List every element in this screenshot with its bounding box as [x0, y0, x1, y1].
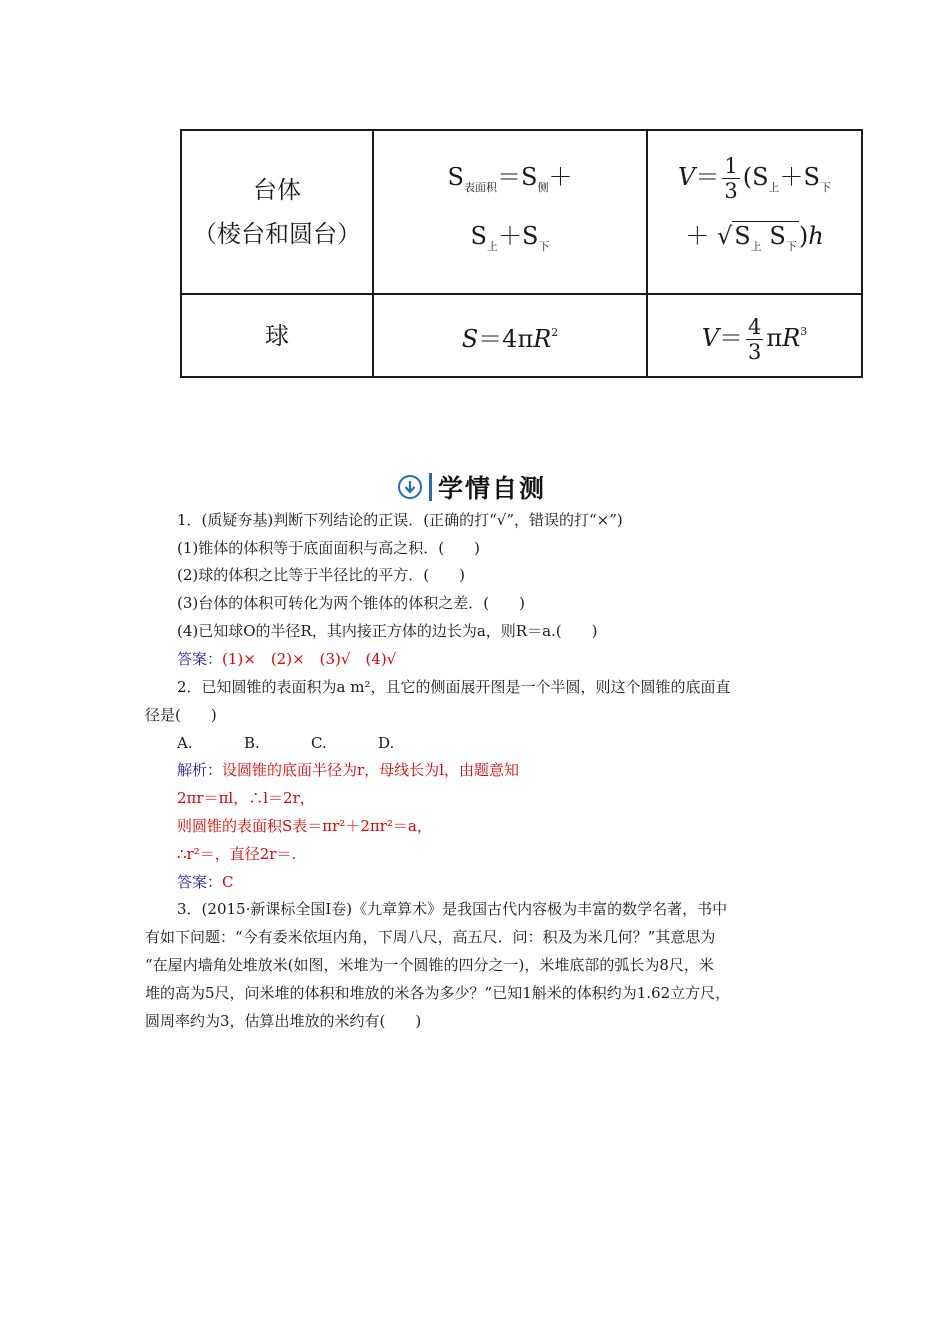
- q2-option-d: D.: [378, 734, 395, 752]
- sphere-area-formula: $S=4\pi R^2$: [461, 324, 559, 353]
- q1-item-1: (1)锥体的体积等于底面面积与高之积．( ): [177, 539, 480, 557]
- sphere-area-cell: [373, 294, 647, 377]
- q2-answer: 答案：C: [177, 873, 234, 891]
- q2-stem-line2: 径是( ): [145, 706, 217, 724]
- frustum-name-note: （棱台和圆台）: [193, 220, 361, 248]
- fraction-four-thirds: $\frac{4}{3}$: [748, 314, 762, 364]
- table-row-sphere: [181, 294, 862, 377]
- q3-line1: 3．(2015·新课标全国Ⅰ卷)《九章算术》是我国古代内容极为丰富的数学名著，书中: [177, 900, 728, 918]
- heading-divider: [429, 473, 432, 501]
- q2-option-c: C.: [311, 734, 327, 752]
- q2-analysis-line2: 2πr＝πl，∴l＝2r，: [177, 789, 315, 807]
- frustum-volume-formula-line2: ＋ $√S_上$ $S_下)h$: [685, 222, 824, 253]
- q3-line2: 有如下问题：“今有委米依垣内角，下周八尺，高五尺．问：积及为米几何？”其意思为: [145, 928, 716, 946]
- table-row-frustum: [181, 130, 862, 294]
- q3-line3: “在屋内墙角处堆放米(如图，米堆为一个圆锥的四分之一)，米堆底部的弧长为8尺，米: [145, 956, 714, 974]
- frustum-volume-cell: [647, 130, 862, 294]
- sphere-name: 球: [265, 321, 289, 350]
- frustum-area-cell: [373, 130, 647, 294]
- sphere-volume-formula: V＝ $\frac{4}{3}$ $\pi R^3$: [701, 314, 808, 364]
- frustum-area-formula-line2: $S_上+S_下$: [470, 222, 550, 253]
- q3-line4: 堆的高为5尺，问米堆的体积和堆放的米各为多少？”已知1斛米的体积约为1.62立方尺，: [145, 984, 731, 1002]
- sqrt-icon: √: [716, 222, 733, 250]
- frustum-volume-formula-line1: V＝ $\frac{1}{3}$ ($S_上+S_下$: [678, 154, 831, 203]
- q2-analysis-line3: 则圆锥的表面积S表＝πr²＋2πr²＝a，: [177, 817, 432, 835]
- q2-analysis-line1: 解析：设圆锥的底面半径为r，母线长为l，由题意知: [177, 761, 519, 779]
- q1-item-3: (3)台体的体积可转化为两个锥体的体积之差．( ): [177, 594, 525, 612]
- q2-stem-line1: 2．已知圆锥的表面积为a m²，且它的侧面展开图是一个半圆，则这个圆锥的底面直: [177, 678, 731, 696]
- q1-item-2: (2)球的体积之比等于半径比的平方．( ): [177, 566, 465, 584]
- frustum-name-cell: [181, 130, 373, 294]
- q2-option-b: B.: [244, 734, 260, 752]
- q2-option-a: A.: [177, 734, 193, 752]
- q1-stem: 1．(质疑夯基)判断下列结论的正误．(正确的打“√”，错误的打“×”): [177, 511, 623, 529]
- fraction-one-third: $\frac{1}{3}$: [724, 154, 738, 203]
- down-arrow-circle-icon: [398, 475, 422, 499]
- q1-item-4: (4)已知球O的半径R，其内接正方体的边长为a，则R＝a.( ): [177, 622, 598, 640]
- q3-line5: 圆周率约为3，估算出堆放的米约有( ): [145, 1012, 422, 1030]
- radicand: $S_上$ $S_下$: [734, 222, 797, 253]
- frustum-name: 台体: [253, 176, 301, 204]
- sphere-name-cell: [181, 294, 373, 377]
- q2-analysis-line4: ∴r²＝，直径2r＝.: [177, 845, 297, 863]
- section-title: 学情自测: [438, 474, 547, 503]
- q1-answer: 答案：(1)× (2)× (3)√ (4)√: [177, 650, 397, 668]
- solid-formula-table: [180, 129, 863, 378]
- frustum-area-formula-line1: $S_{表面积}=S_侧+$: [447, 163, 573, 194]
- sphere-volume-cell: [647, 294, 862, 377]
- section-heading: [398, 470, 546, 504]
